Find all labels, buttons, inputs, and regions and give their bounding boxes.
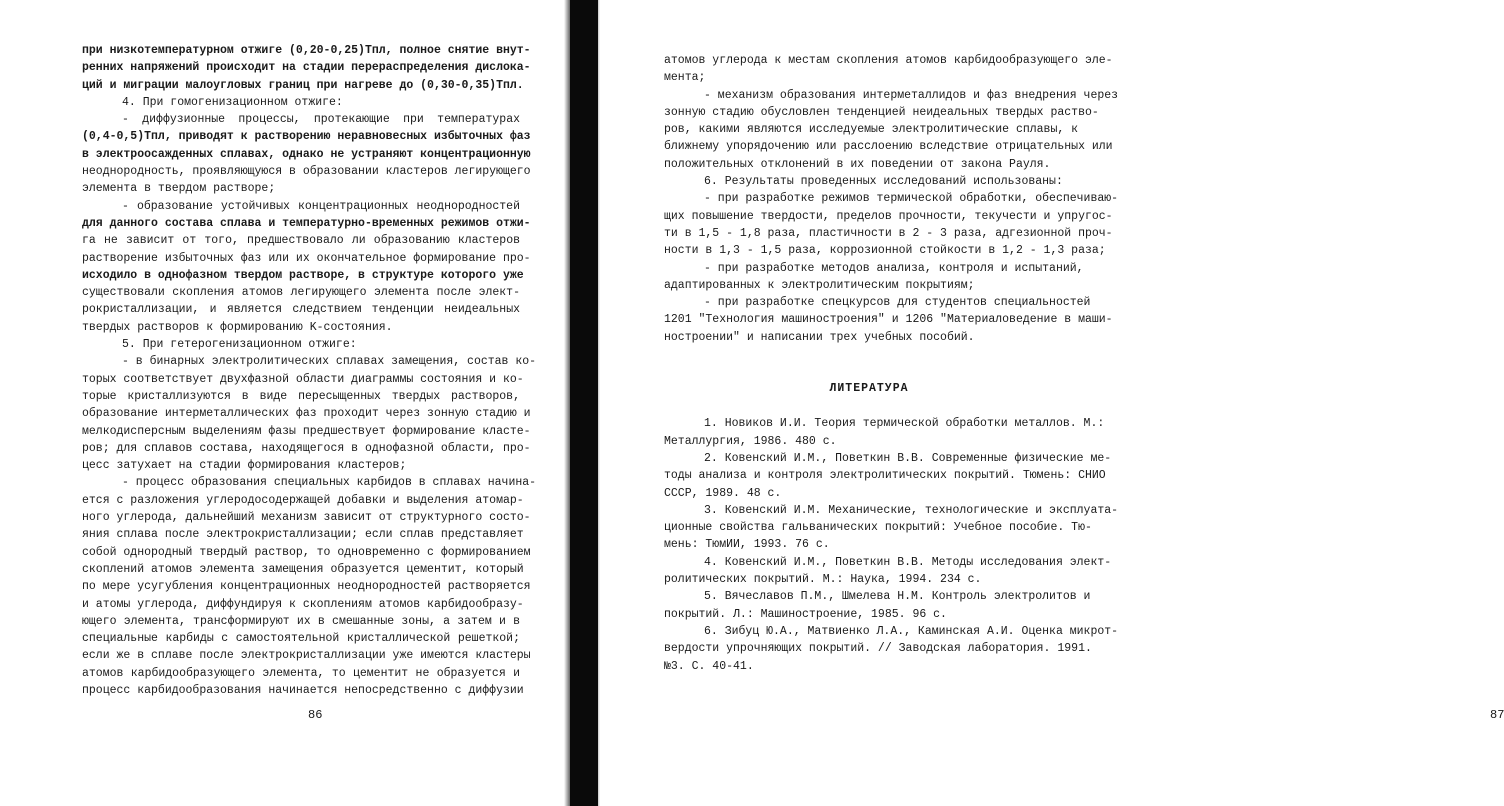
reference-line: 6. Зибуц Ю.А., Матвиенко Л.А., Каминская А.И. Оценка микрот- [704,624,1119,638]
text-line: образование интерметаллических фаз проходит через зонную стадию и [82,407,531,421]
text-line: 4. При гомогенизационном отжиге: [122,95,343,109]
text-line: скоплений атомов элемента замещения образуется цементит, который [82,562,524,576]
text-line: неоднородность, проявляющуюся в образовании кластеров легирующего [82,165,531,179]
reference-line: тоды анализа и контроля электролитических покрытий. Тюмень: СНИО [664,469,1106,483]
text-line: - процесс образования специальных карбидов в сплавах начина- [122,476,537,490]
text-line: элемента в твердом растворе; [82,182,276,196]
page-number-right: 87 [1490,708,1504,722]
reference-line: ролитических покрытий. М.: Наука, 1994. 234 с. [664,573,982,587]
text-line: ется с разложения углеродосодержащей добавки и выделения атомар- [82,493,524,507]
reference-line: покрытий. Л.: Машиностроение, 1985. 96 с. [664,607,947,621]
text-line: щих повышение твердости, пределов прочности, текучести и упругос- [664,209,1113,223]
text-line: твердых растворов к формированию K-состояния. [82,320,393,334]
text-line: мента; [664,71,706,85]
text-line: специальные карбиды с самостоятельной кристаллической решеткой; [82,632,520,646]
text-line: ностроении" и написании трех учебных пособий. [664,330,975,344]
text-line: - при разработке методов анализа, контроля и испытаний, [704,261,1084,275]
text-line: торых соответствует двухфазной области диаграммы состояния и ко- [82,372,524,386]
references-list [664,415,1119,674]
text-line: га не зависит от того, предшествовало ли образованию кластеров [82,234,520,248]
right-page [600,0,1504,806]
text-line: в электроосажденных сплавах, однако не устраняют концентрационную [82,147,531,161]
left-page [0,0,560,806]
text-line: ющего элемента, трансформируют их в смешанные зоны, а затем и в [82,614,520,628]
reference-line: мень: ТюмИИ, 1993. 76 с. [664,538,830,552]
left-page-text [82,42,537,699]
text-line: - в бинарных электролитических сплавах замещения, состав ко- [122,355,537,369]
text-line: 1201 "Технология машиностроения" и 1206 "Материаловедение в маши- [664,313,1113,327]
text-line: исходило в однофазном твердом растворе, в структуре которого уже [82,268,524,282]
reference-line: СССР, 1989. 48 с. [664,486,782,500]
reference-line: №3. С. 40-41. [664,659,754,673]
text-line: ного углерода, дальнейший механизм зависит от структурного состо- [82,511,531,525]
text-line: адаптированных к электролитическим покрытиям; [664,278,975,292]
text-line: цесс затухает на стадии формирования кластеров; [82,459,407,473]
text-line: атомов углерода к местам скопления атомов карбидообразующего эле- [664,54,1113,67]
text-line: собой однородный твердый раствор, то одновременно с формированием [82,545,531,559]
right-page-body [664,52,1119,346]
text-line: ближнему упорядочению или расслоению вследствие отрицательных или [664,140,1113,154]
text-line: рокристаллизации, и является следствием тенденции неидеальных [82,303,520,317]
text-line: при низкотемпературном отжиге (0,20-0,25)Tпл, полное снятие внут- [82,44,531,57]
text-line: ров, какими являются исследуемые электролитические сплавы, к [664,123,1079,137]
text-line: яния сплава после электрокристаллизации; если сплав представляет [82,528,524,542]
text-line: растворение избыточных фаз или их окончательное формирование про- [82,251,531,265]
text-line: 5. При гетерогенизационном отжиге: [122,338,357,352]
text-line: по мере усугубления концентрационных неоднородностей растворяется [82,580,531,594]
reference-line: 3. Ковенский И.М. Механические, технологические и эксплуата- [704,503,1119,517]
text-line: ций и миграции малоугловых границ при нагреве до (0,30-0,35)Tпл. [82,78,524,92]
text-line: атомов карбидообразующего элемента, то цементит не образуется и [82,666,520,680]
book-gutter-core [570,0,598,806]
text-line: (0,4-0,5)Tпл, приводят к растворению неравновесных избыточных фаз [82,130,531,144]
reference-line: ционные свойства гальванических покрытий: Учебное пособие. Тю- [664,521,1092,535]
text-line: для данного состава сплава и температурно-временных режимов отжи- [82,216,531,230]
text-line: существовали скопления атомов легирующего элемента после элект- [82,286,520,300]
text-line: и атомы углерода, диффундируя к скоплениям атомов карбидообразу- [82,597,524,611]
reference-line: 2. Ковенский И.М., Поветкин В.В. Современные физические ме- [704,451,1112,465]
text-line: если же в сплаве после электрокристаллизации уже имеются кластеры [82,649,531,663]
text-line: ренних напряжений происходит на стадии перераспределения дислока- [82,61,531,75]
reference-line: Металлургия, 1986. 480 с. [664,434,837,448]
text-line: - при разработке спецкурсов для студентов специальностей [704,296,1091,310]
right-page-text [664,52,1119,675]
text-line: ров; для сплавов состава, находящегося в однофазной области, про- [82,441,531,455]
text-line: ности в 1,3 - 1,5 раза, коррозионной стойкости в 1,2 - 1,3 раза; [664,244,1106,258]
text-line: мелкодисперсным выделениям фазы предшествует формирование класте- [82,424,531,438]
text-line: процесс карбидообразования начинается непосредственно с диффузии [82,683,524,697]
text-line: ти в 1,5 - 1,8 раза, пластичности в 2 - 3 раза, адгезионной проч- [664,226,1113,240]
text-line: - механизм образования интерметаллидов и фаз внедрения через [704,88,1119,102]
references-heading: ЛИТЕРАТУРА [829,382,909,396]
reference-line: 1. Новиков И.И. Теория термической обработки металлов. М.: [704,417,1105,431]
text-line: положительных отклонений в их поведении от закона Рауля. [664,157,1051,171]
reference-line: 5. Вячеславов П.М., Шмелева Н.М. Контроль электролитов и [704,590,1091,604]
page-number-left: 86 [308,708,323,722]
text-line: 6. Результаты проведенных исследований использованы: [704,175,1063,189]
reference-line: вердости упрочняющих покрытий. // Заводская лаборатория. 1991. [664,642,1092,656]
text-line: торые кристаллизуются в виде пересыщенных твердых растворов, [82,389,520,403]
text-line: - образование устойчивых концентрационных неоднородностей [122,199,520,213]
text-line: зонную стадию обусловлен тенденцией неидеальных твердых раство- [664,105,1099,119]
reference-line: 4. Ковенский И.М., Поветкин В.В. Методы исследования элект- [704,555,1112,569]
text-line: - диффузионные процессы, протекающие при температурах [122,113,520,127]
text-line: - при разработке режимов термической обработки, обеспечиваю- [704,192,1119,206]
